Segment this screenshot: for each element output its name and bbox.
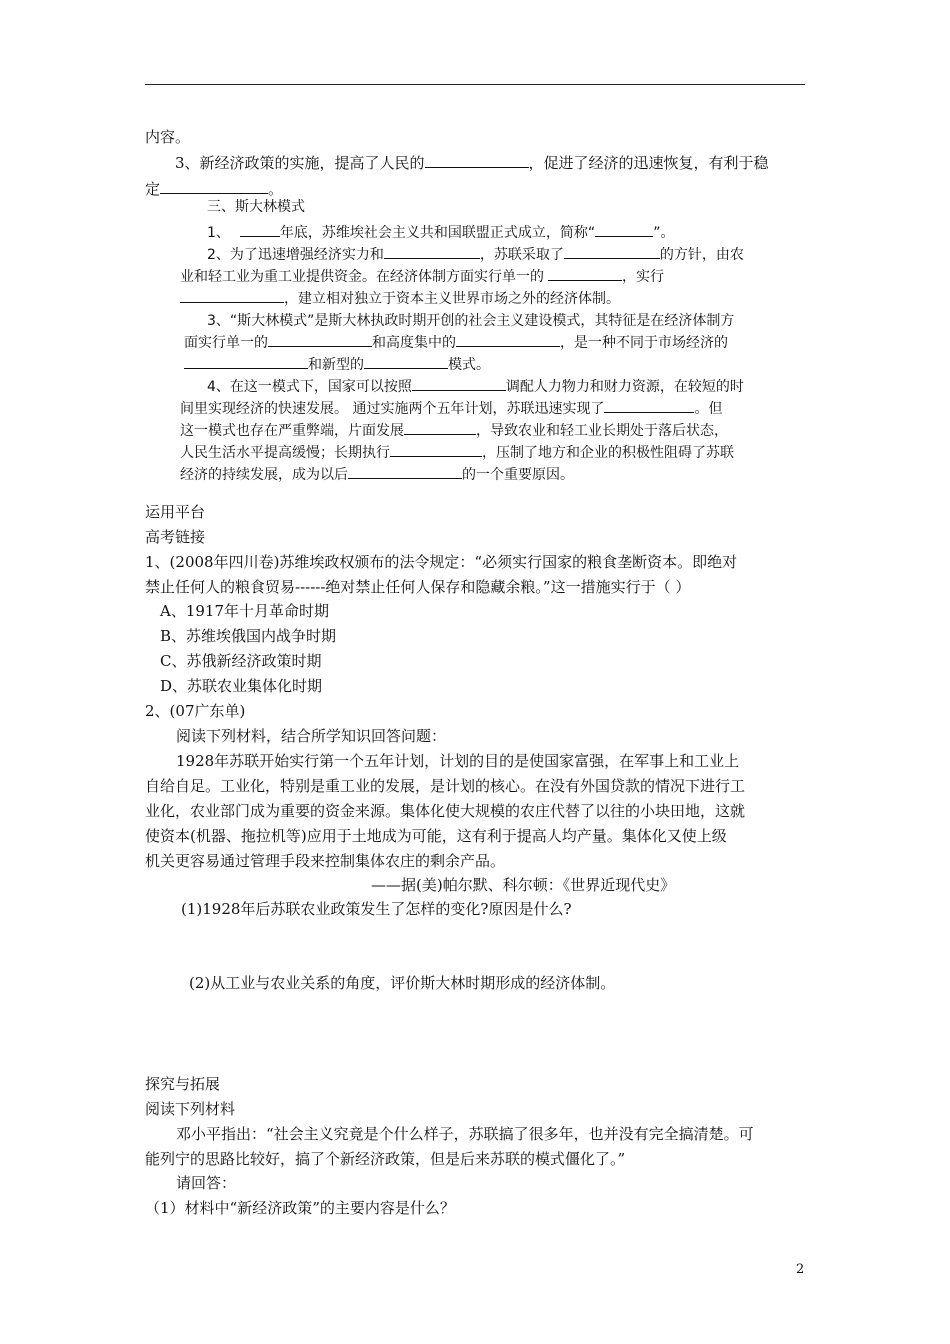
material-text: 业化，农业部门成为重要的资金来源。集体化使大规模的农庄代替了以往的小块田地，这就 — [145, 802, 746, 820]
blank-line — [456, 332, 560, 347]
text-line: 和新型的 模式。 — [184, 354, 490, 375]
page-number: 2 — [796, 1262, 805, 1277]
section-heading: 探究与拓展 — [145, 1075, 221, 1093]
blank-line — [384, 244, 480, 259]
section-heading: 高考链接 — [145, 528, 206, 546]
text-line: 定 。 — [145, 180, 284, 198]
material-text: 使资本(机器、拖拉机等)应用于土地成为可能，这有利于提高人均产量。集体化又使上级 — [145, 827, 727, 845]
question-text: 禁止任何人的粮食贸易------绝对禁止任何人保存和隐藏余粮。”这一措施实行于（ ） — [145, 578, 691, 596]
question-text: (2)从工业与农业关系的角度，评价斯大林时期形成的经济体制。 — [189, 974, 616, 992]
blank-line — [184, 354, 308, 369]
blank-line — [412, 376, 506, 391]
question-text: （1）材料中“新经济政策”的主要内容是什么？ — [145, 1199, 455, 1217]
section-heading: 三、斯大林模式 — [207, 199, 305, 215]
blank-line — [548, 266, 622, 281]
answer-option: B、苏维埃俄国内战争时期 — [160, 627, 337, 645]
text-line: 面实行单一的 和高度集中的 ，是一种不同于市场经济的 — [184, 332, 728, 353]
question-text: 2、(07广东单) — [145, 702, 246, 720]
text-line: 经济的持续发展，成为以后 的一个重要原因。 — [180, 464, 574, 485]
blank-line — [404, 420, 476, 435]
text-line: 1、 年底，苏维埃社会主义共和国联盟正式成立，简称“ ”。 — [207, 222, 674, 243]
text-line: 内容。 — [145, 128, 191, 146]
question-text: 请回答： — [176, 1174, 237, 1192]
blank-line — [240, 222, 280, 237]
section-heading: 阅读下列材料 — [145, 1100, 236, 1118]
blank-line — [595, 222, 653, 237]
blank-line — [160, 179, 268, 194]
material-text: 机关更容易通过管理手段来控制集体农庄的剩余产品。 — [145, 852, 506, 870]
answer-option: A、1917年十月革命时期 — [160, 602, 330, 620]
blank-line — [364, 354, 448, 369]
text-line: 业和轻工业为重工业提供资金。在经济体制方面实行单一的 ，实行 — [180, 266, 664, 287]
material-text: 1928年苏联开始实行第一个五年计划，计划的目的是使国家富强，在军事上和工业上 — [176, 752, 740, 770]
text-line: ，建立相对独立于资本主义世界市场之外的经济体制。 — [180, 288, 620, 309]
header-rule — [145, 84, 805, 85]
text-line: 人民生活水平提高缓慢；长期执行 ，压制了地方和企业的积极性阻碍了苏联 — [180, 442, 734, 463]
blank-line — [390, 442, 482, 457]
text-line: 这一模式也存在严重弊端，片面发展 ，导致农业和轻工业长期处于落后状态， — [180, 420, 728, 441]
question-text: (1)1928年后苏联农业政策发生了怎样的变化?原因是什么? — [181, 900, 572, 918]
text-line: 间里实现经济的快速发展。 通过实施两个五年计划，苏联迅速实现了 。但 — [180, 398, 722, 419]
blank-line — [180, 288, 284, 303]
text-line: 3、新经济政策的实施，提高了人民的 ，促进了经济的迅速恢复，有利于稳 — [175, 154, 769, 172]
blank-line — [348, 464, 462, 479]
text-line: 3、“斯大林模式”是斯大林执政时期开创的社会主义建设模式，其特征是在经济体制方 — [207, 313, 735, 329]
question-text: 1、(2008年四川卷)苏维埃政权颁布的法令规定：“必须实行国家的粮食垄断资本。即绝对 — [145, 553, 738, 571]
material-text: 邓小平指出：“社会主义究竟是个什么样子，苏联搞了很多年，也并没有完全搞清楚。可 — [176, 1125, 754, 1143]
blank-line — [564, 244, 660, 259]
answer-option: C、苏俄新经济政策时期 — [160, 652, 322, 670]
question-text: 阅读下列材料，结合所学知识回答问题： — [176, 727, 447, 745]
text-line: 4、在这一模式下，国家可以按照 调配人力物力和财力资源，在较短的时 — [207, 376, 744, 397]
blank-line — [604, 398, 694, 413]
blank-line — [268, 332, 372, 347]
citation: ——据(美)帕尔默、科尔顿：《世界近现代史》 — [371, 876, 676, 894]
section-heading: 运用平台 — [145, 503, 206, 521]
text-line: 2、为了迅速增强经济实力和 ，苏联采取了 的方针，由农 — [207, 244, 744, 265]
answer-option: D、苏联农业集体化时期 — [160, 677, 323, 695]
material-text: 能列宁的思路比较好，搞了个新经济政策，但是后来苏联的模式僵化了。” — [145, 1150, 626, 1168]
blank-line — [425, 153, 529, 168]
material-text: 自给自足。工业化，特别是重工业的发展，是计划的核心。在没有外国贷款的情况下进行工 — [145, 777, 746, 795]
